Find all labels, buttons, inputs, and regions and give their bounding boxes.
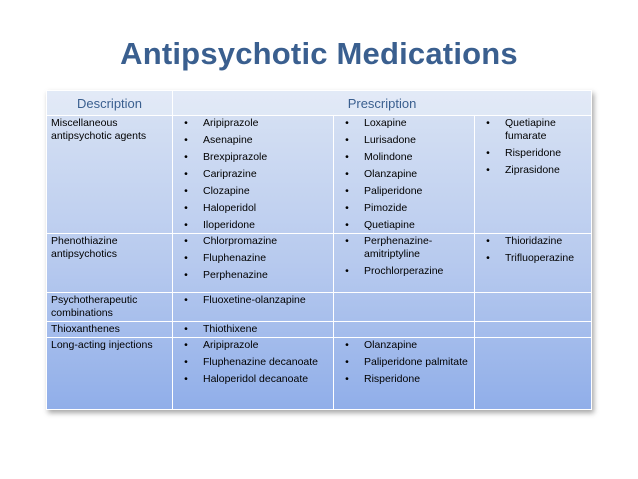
drug-name: Iloperidone xyxy=(203,219,255,231)
table-row xyxy=(47,322,592,338)
bullet-icon: • xyxy=(345,265,349,277)
list-item xyxy=(177,168,329,181)
list-item xyxy=(177,269,329,282)
table-row xyxy=(47,116,592,234)
prescription-cell xyxy=(475,293,592,322)
drug-name: Perphenazine-amitriptyline xyxy=(364,235,433,260)
drug-name: Cariprazine xyxy=(203,168,257,180)
drug-name: Prochlorperazine xyxy=(364,265,444,277)
list-item xyxy=(177,185,329,198)
drug-list xyxy=(338,339,470,386)
bullet-icon: • xyxy=(345,202,349,214)
table-row xyxy=(47,234,592,293)
list-item xyxy=(479,252,587,265)
list-item xyxy=(338,265,470,278)
drug-name: Ziprasidone xyxy=(505,164,560,176)
drug-list xyxy=(177,235,329,282)
list-item xyxy=(338,185,470,198)
drug-name: Paliperidone palmitate xyxy=(364,356,468,368)
drug-list xyxy=(479,235,587,265)
drug-name: Molindone xyxy=(364,151,413,163)
drug-name: Risperidone xyxy=(364,373,421,385)
drug-name: Loxapine xyxy=(364,117,407,129)
drug-name: Quetiapine fumarate xyxy=(505,117,556,142)
bullet-icon: • xyxy=(345,185,349,197)
list-item xyxy=(177,202,329,215)
description-cell: Long-acting injections xyxy=(47,338,173,410)
bullet-icon: • xyxy=(184,185,188,197)
list-item xyxy=(177,323,329,336)
table-row xyxy=(47,293,592,322)
list-item xyxy=(177,252,329,265)
bullet-icon: • xyxy=(184,356,188,368)
drug-name: Fluphenazine decanoate xyxy=(203,356,319,368)
header-row xyxy=(47,91,592,116)
list-item xyxy=(177,373,329,386)
drug-name: Quetiapine xyxy=(364,219,415,231)
list-item xyxy=(338,134,470,147)
bullet-icon: • xyxy=(486,164,490,176)
drug-name: Olanzapine xyxy=(364,339,418,351)
medications-table xyxy=(46,90,592,410)
drug-name: Pimozide xyxy=(364,202,408,214)
description-cell: Thioxanthenes xyxy=(47,322,173,338)
drug-list xyxy=(338,117,470,232)
list-item xyxy=(177,151,329,164)
drug-name: Chlorpromazine xyxy=(203,235,278,247)
prescription-cell xyxy=(173,293,334,322)
drug-name: Fluoxetine-olanzapine xyxy=(203,294,306,306)
bullet-icon: • xyxy=(184,117,188,129)
drug-name: Aripiprazole xyxy=(203,117,259,129)
drug-name: Fluphenazine xyxy=(203,252,267,264)
list-item xyxy=(338,219,470,232)
bullet-icon: • xyxy=(184,339,188,351)
drug-list xyxy=(177,117,329,232)
drug-name: Olanzapine xyxy=(364,168,418,180)
bullet-icon: • xyxy=(184,373,188,385)
prescription-cell xyxy=(334,234,475,293)
list-item xyxy=(338,202,470,215)
drug-name: Haloperidol xyxy=(203,202,257,214)
bullet-icon: • xyxy=(345,356,349,368)
drug-list xyxy=(338,235,470,278)
bullet-icon: • xyxy=(345,235,349,247)
bullet-icon: • xyxy=(184,269,188,281)
bullet-icon: • xyxy=(345,151,349,163)
list-item xyxy=(338,235,470,261)
list-item xyxy=(479,147,587,160)
list-item xyxy=(177,134,329,147)
drug-name: Asenapine xyxy=(203,134,253,146)
prescription-cell xyxy=(173,234,334,293)
bullet-icon: • xyxy=(184,219,188,231)
drug-name: Risperidone xyxy=(505,147,562,159)
table-row xyxy=(47,338,592,410)
description-cell: Psychotherapeutic combinations xyxy=(47,293,173,322)
drug-list xyxy=(479,117,587,177)
list-item xyxy=(338,168,470,181)
table-body xyxy=(47,116,592,410)
prescription-cell xyxy=(334,116,475,234)
list-item xyxy=(479,117,587,143)
list-item xyxy=(338,339,470,352)
prescription-cell xyxy=(475,322,592,338)
prescription-cell xyxy=(173,116,334,234)
list-item xyxy=(177,294,329,307)
prescription-cell xyxy=(334,338,475,410)
drug-name: Thiothixene xyxy=(203,323,258,335)
list-item xyxy=(177,235,329,248)
prescription-cell xyxy=(334,322,475,338)
list-item xyxy=(338,373,470,386)
header-prescription: Prescription xyxy=(173,91,592,116)
bullet-icon: • xyxy=(486,235,490,247)
prescription-cell xyxy=(173,338,334,410)
bullet-icon: • xyxy=(184,134,188,146)
bullet-icon: • xyxy=(345,134,349,146)
bullet-icon: • xyxy=(345,373,349,385)
bullet-icon: • xyxy=(184,294,188,306)
bullet-icon: • xyxy=(345,168,349,180)
drug-name: Aripiprazole xyxy=(203,339,259,351)
list-item xyxy=(177,339,329,352)
drug-name: Trifluoperazine xyxy=(505,252,575,264)
drug-name: Paliperidone xyxy=(364,185,423,197)
prescription-cell xyxy=(173,322,334,338)
drug-name: Perphenazine xyxy=(203,269,268,281)
drug-name: Clozapine xyxy=(203,185,250,197)
bullet-icon: • xyxy=(345,339,349,351)
list-item xyxy=(338,356,470,369)
header-description: Description xyxy=(47,91,173,116)
drug-name: Brexpiprazole xyxy=(203,151,268,163)
bullet-icon: • xyxy=(486,252,490,264)
prescription-cell xyxy=(475,116,592,234)
prescription-cell xyxy=(475,338,592,410)
drug-list xyxy=(177,323,329,336)
bullet-icon: • xyxy=(184,151,188,163)
list-item xyxy=(177,117,329,130)
list-item xyxy=(177,356,329,369)
list-item xyxy=(479,235,587,248)
bullet-icon: • xyxy=(486,147,490,159)
bullet-icon: • xyxy=(486,117,490,129)
drug-list xyxy=(177,339,329,386)
bullet-icon: • xyxy=(184,202,188,214)
prescription-cell xyxy=(334,293,475,322)
bullet-icon: • xyxy=(184,323,188,335)
bullet-icon: • xyxy=(184,168,188,180)
bullet-icon: • xyxy=(184,235,188,247)
description-cell: Miscellaneous antipsychotic agents xyxy=(47,116,173,234)
bullet-icon: • xyxy=(345,117,349,129)
list-item xyxy=(177,219,329,232)
description-cell: Phenothiazine antipsychotics xyxy=(47,234,173,293)
list-item xyxy=(338,117,470,130)
list-item xyxy=(479,164,587,177)
drug-list xyxy=(177,294,329,307)
bullet-icon: • xyxy=(184,252,188,264)
list-item xyxy=(338,151,470,164)
drug-name: Thioridazine xyxy=(505,235,563,247)
page-title: Antipsychotic Medications xyxy=(120,36,518,71)
bullet-icon: • xyxy=(345,219,349,231)
prescription-cell xyxy=(475,234,592,293)
drug-name: Lurisadone xyxy=(364,134,416,146)
drug-name: Haloperidol decanoate xyxy=(203,373,309,385)
